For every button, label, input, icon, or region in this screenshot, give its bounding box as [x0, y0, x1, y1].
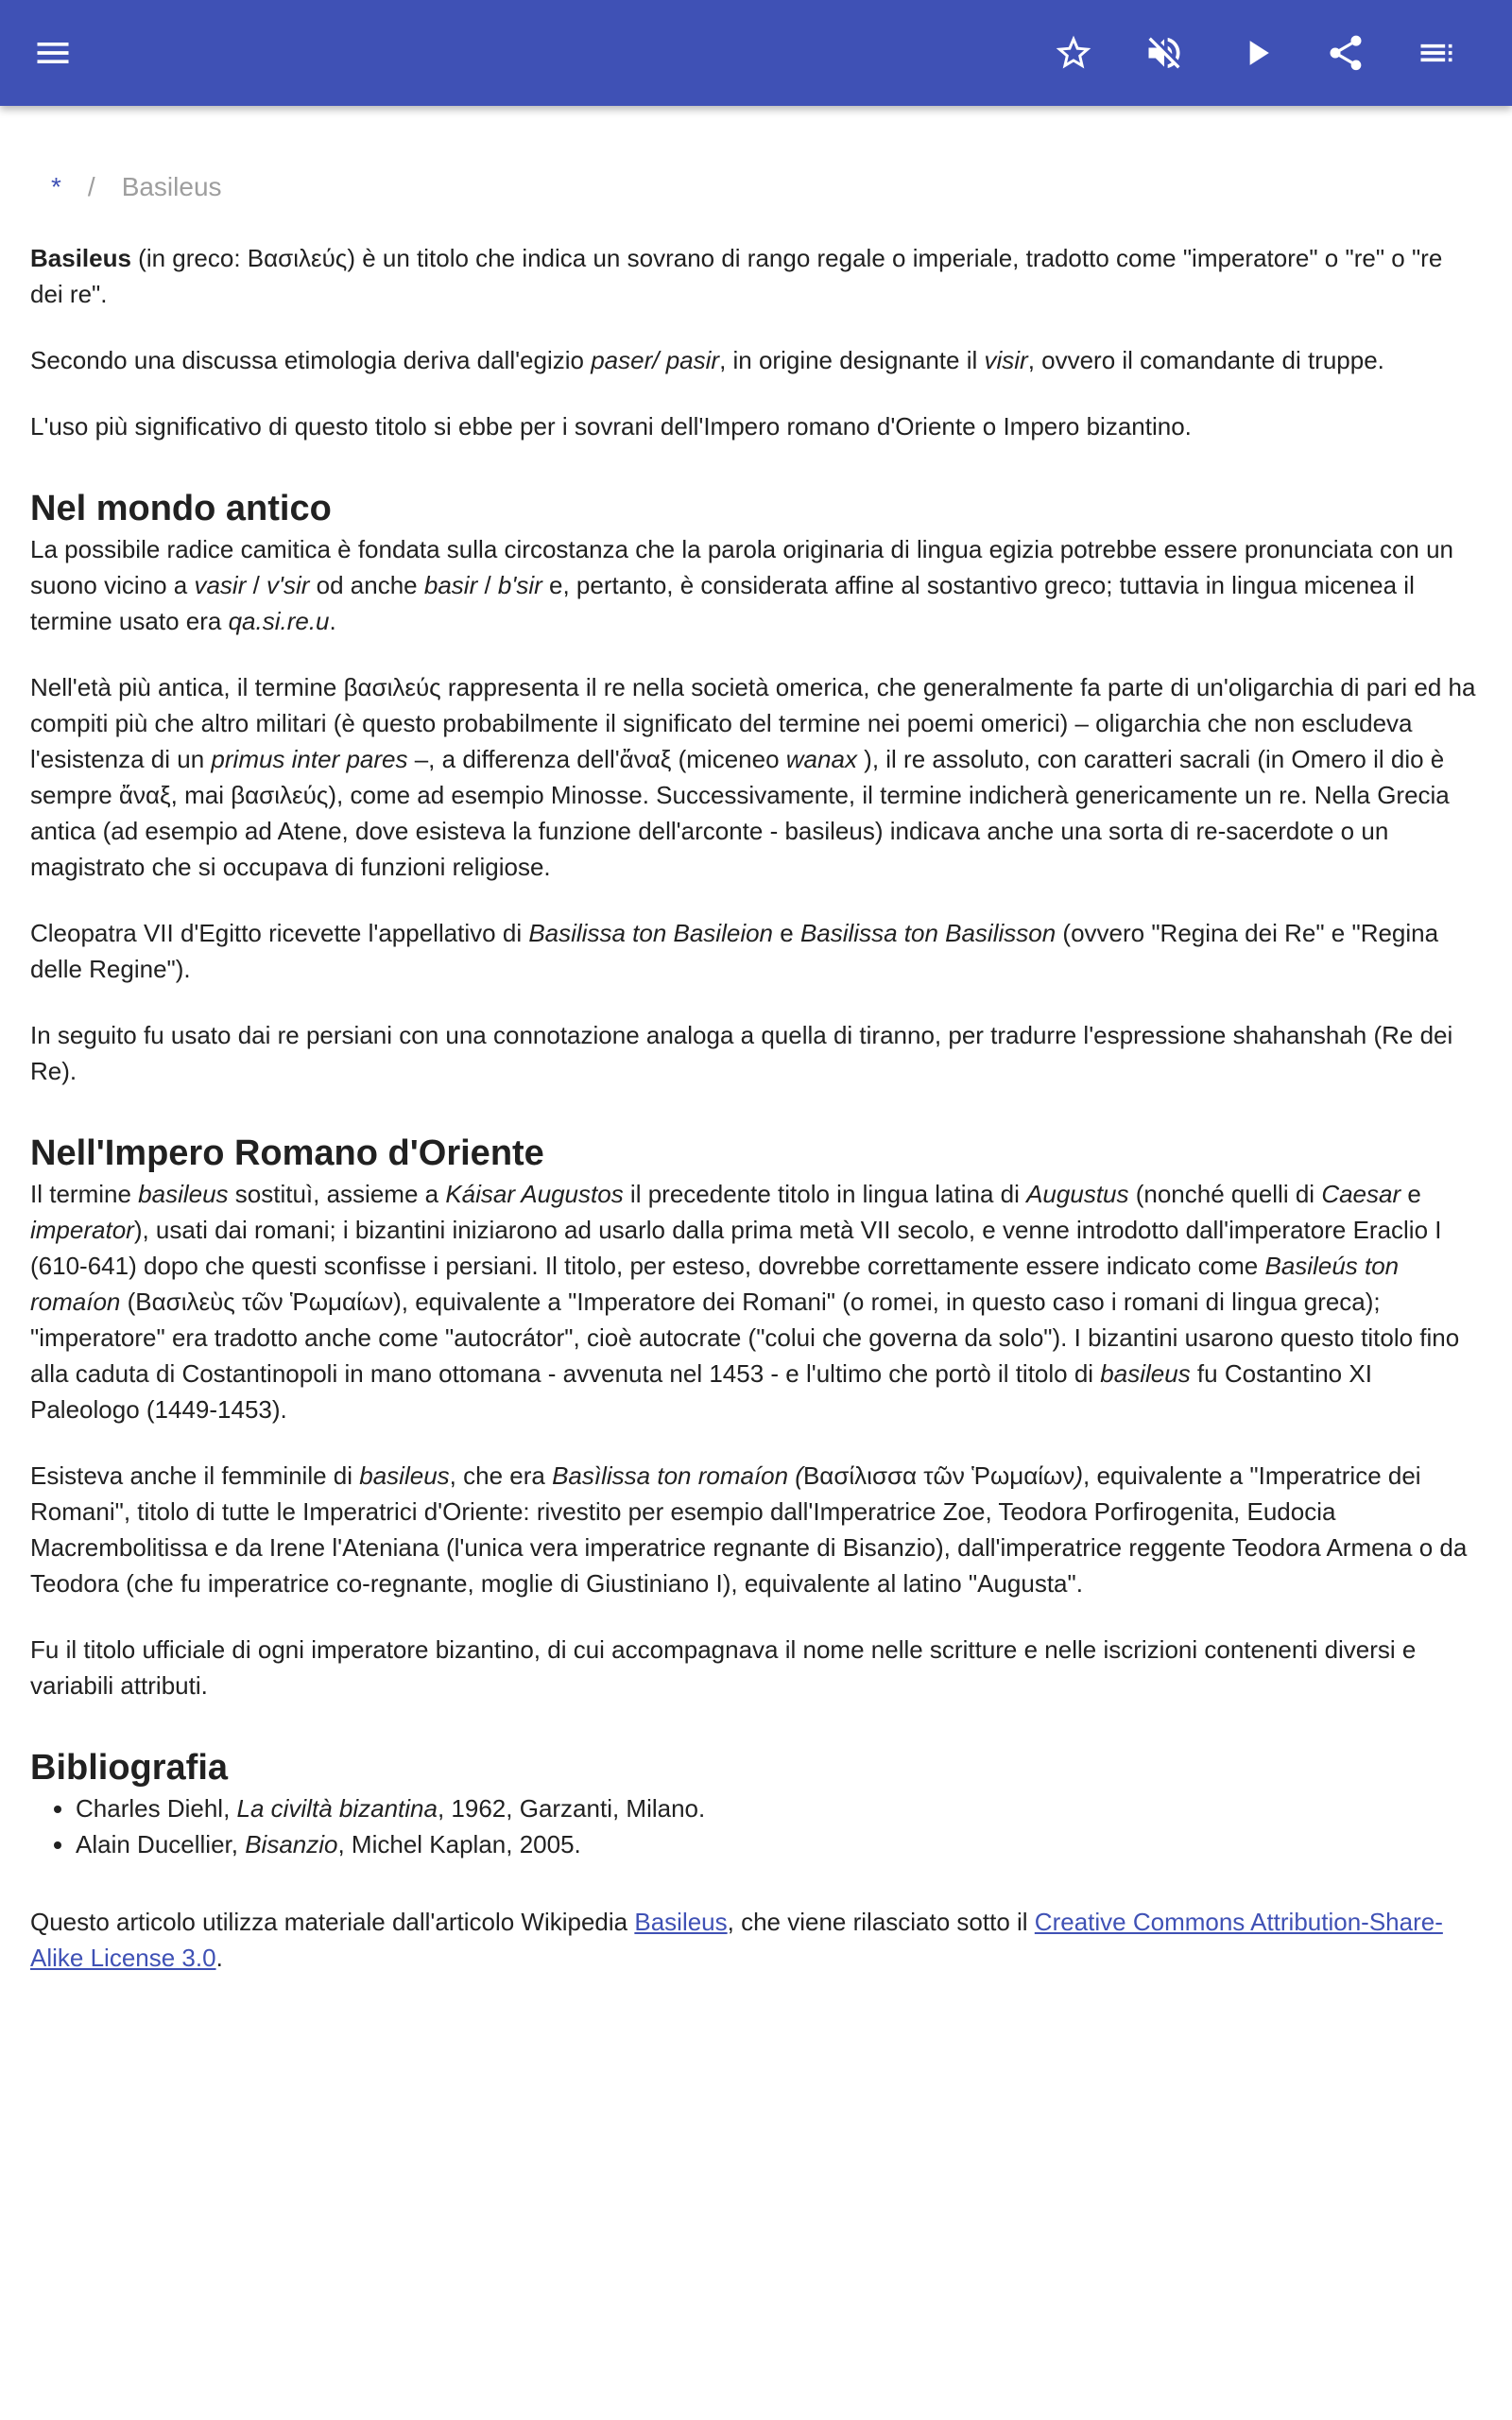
italic-term: Augustus	[1026, 1180, 1129, 1208]
article-term: Basileus	[30, 244, 131, 272]
italic-term: basileus	[359, 1461, 450, 1490]
italic-term: Caesar	[1321, 1180, 1401, 1208]
text: (nonché quelli di	[1128, 1180, 1322, 1208]
text: ), il re assoluto, con caratteri sacrali (in Omero il dio è sempre ἄναξ, mai βασιλεύς), come ad esempio Minosse. Successivamente, il termine indicherà genericamente un re. Nella Grecia antica (ad esempio ad Atene, dove esisteva la funzione dell'arconte - basileus) indicava anche una sorta di re-sacerdote o un magistrato che si occupava di funzioni religiose.	[30, 745, 1450, 881]
text: e	[773, 919, 800, 947]
text: , che viene rilasciato sotto il	[727, 1908, 1035, 1936]
share-button[interactable]	[1319, 26, 1372, 79]
text: , 1962, Garzanti, Milano.	[437, 1794, 706, 1823]
italic-term: Basileús ton romaíon	[30, 1252, 1400, 1316]
text: Βασίλισσα τῶν Ῥωμαίων	[802, 1461, 1075, 1490]
bookmark-button[interactable]	[1047, 26, 1100, 79]
breadcrumb	[30, 168, 1482, 206]
text: /	[246, 571, 267, 599]
text: (in greco: Βασιλεύς) è un titolo che indica un sovrano di rango regale o imperiale, tradotto come "imperatore" o "re" o "re dei re".	[30, 244, 1443, 308]
license-link[interactable]: Creative Commons Attribution-Share-Alike License 3.0	[30, 1908, 1443, 1972]
italic-term: basileus	[1100, 1359, 1191, 1388]
section-heading: Nell'Impero Romano d'Oriente	[30, 1133, 544, 1173]
paragraph	[30, 1176, 1482, 1427]
text: Esisteva anche il femminile di	[30, 1461, 360, 1490]
bibliography-item	[76, 1790, 1482, 1826]
paragraph: Fu il titolo ufficiale di ogni imperatore bizantino, di cui accompagnava il nome nelle scritture e nelle iscrizioni contenenti diversi e variabili attributi.	[30, 1635, 1417, 1700]
italic-term: imperator	[30, 1216, 134, 1244]
text: Alain Ducellier,	[76, 1830, 246, 1858]
italic-term: basir	[423, 571, 478, 599]
menu-button[interactable]	[26, 26, 79, 79]
bibliography-list	[30, 1790, 1482, 1862]
menu-icon	[32, 32, 74, 74]
text: (Βασιλεὺς τῶν Ῥωμαίων), equivalente a "Imperatore dei Romani" (o romei, in questo caso i romani di lingua greca); "imperatore" era tradotto anche come "autocrátor", cioè autocrate ("colui che governa da solo"). I bizantini usarono questo titolo fino alla caduta di Costantinopoli in mano ottomana - avvenuta nel 1453 - e l'ultimo che portò il titolo di	[30, 1288, 1460, 1388]
text: e, pertanto, è considerata affine al sostantivo greco; tuttavia in lingua micenea il termine usato era	[30, 571, 1415, 635]
text: od anche	[309, 571, 424, 599]
italic-term: Basilissa ton Basilisson	[799, 919, 1057, 947]
italic-term: Káisar Augustos	[445, 1180, 624, 1208]
breadcrumb-separator: /	[87, 172, 95, 201]
paragraph: In seguito fu usato dai re persiani con una connotazione analoga a quella di tiranno, per tradurre l'espressione shahanshah (Re dei Re).	[30, 1021, 1453, 1085]
text: .	[329, 607, 336, 635]
text: Secondo una discussa etimologia deriva dall'egizio	[30, 346, 592, 374]
italic-term: )	[1074, 1461, 1084, 1490]
article	[30, 106, 1482, 2006]
text: Il termine	[30, 1180, 139, 1208]
italic-term: v'sir	[266, 571, 310, 599]
breadcrumb-home-link[interactable]: *	[51, 172, 61, 201]
text: (ovvero "Regina dei Re" e "Regina delle Regine").	[30, 919, 1439, 983]
text: /	[477, 571, 498, 599]
text: Charles Diehl,	[76, 1794, 237, 1823]
italic-term: Basilissa ton Basileion	[528, 919, 774, 947]
italic-term: primus inter pares	[211, 745, 408, 773]
text: .	[215, 1944, 223, 1972]
italic-term: vasir	[194, 571, 247, 599]
text: , in origine designante il	[719, 346, 985, 374]
bibliography-item	[76, 1826, 1482, 1862]
wikipedia-article-link[interactable]: Basileus	[634, 1908, 728, 1936]
italic-term: b'sir	[497, 571, 542, 599]
text: , Michel Kaplan, 2005.	[337, 1830, 581, 1858]
usage-paragraph: L'uso più significativo di questo titolo si ebbe per i sovrani dell'Impero romano d'Oriente o Impero bizantino.	[30, 412, 1192, 441]
text: Nell'età più antica, il termine βασιλεύς rappresenta il re nella società omerica, che generalmente fa parte di un'oligarchia di pari ed ha compiti più che altro militari (è questo probabilmente il significato del termine nei poemi omerici) – oligarchia che non escludeva l'esistenza di un	[30, 673, 1476, 773]
paragraph	[30, 1458, 1482, 1601]
paragraph	[30, 915, 1482, 987]
book-title: Bisanzio	[245, 1830, 338, 1858]
share-icon	[1325, 32, 1366, 74]
play-button[interactable]	[1230, 26, 1283, 79]
breadcrumb-current: Basileus	[121, 172, 222, 201]
italic-term: basileus	[138, 1180, 229, 1208]
italic-term: qa.si.re.u	[228, 607, 330, 635]
etymology-paragraph	[30, 342, 1482, 378]
italic-term: Basìlissa ton romaíon (	[552, 1461, 803, 1490]
section-heading: Nel mondo antico	[30, 489, 332, 528]
text: , equivalente a "Imperatrice dei Romani", titolo di tutte le Imperatrici d'Oriente: rivestito per esempio dall'Imperatrice Zoe, Teodora Porfirogenita, Eudocia Macrembolitissa e da Irene l'Ateniana (l'unica vera imperatrice regnante di Bisanzio), dall'imperatrice reggente Teodora Armena o da Teodora (che fu imperatrice co-regnante, moglie di Giustiniano I), equivalente al latino "Augusta".	[30, 1461, 1468, 1598]
play-icon	[1236, 32, 1278, 74]
text: –, a differenza dell'ἄναξ (miceneo	[407, 745, 786, 773]
text: Cleopatra VII d'Egitto ricevette l'appellativo di	[30, 919, 529, 947]
playlist-icon	[1416, 32, 1457, 74]
table-of-contents-button[interactable]	[1410, 26, 1463, 79]
text: , che era	[449, 1461, 553, 1490]
section-heading: Bibliografia	[30, 1748, 229, 1788]
italic-term: visir	[984, 346, 1028, 374]
app-bar	[0, 0, 1512, 106]
paragraph	[30, 531, 1482, 639]
mute-button[interactable]	[1138, 26, 1191, 79]
text: ), usati dai romani; i bizantini iniziarono ad usarlo dalla prima metà VII secolo, e venne introdotto dall'imperatore Eraclio I (610-641) dopo che questi sconfisse i persiani. Il titolo, per esteso, dovrebbe correttamente essere indicato come	[30, 1216, 1442, 1280]
volume-off-icon	[1143, 32, 1185, 74]
text: sostituì, assieme a	[228, 1180, 446, 1208]
book-title: La civiltà bizantina	[236, 1794, 438, 1823]
text: Questo articolo utilizza materiale dall'articolo Wikipedia	[30, 1908, 635, 1936]
intro-paragraph	[30, 240, 1482, 312]
text: e	[1400, 1180, 1421, 1208]
text: il precedente titolo in lingua latina di	[623, 1180, 1027, 1208]
italic-term: paser/ pasir	[591, 346, 720, 374]
license-notice	[30, 1904, 1482, 1976]
text: fu Costantino XI Paleologo (1449-1453).	[30, 1359, 1372, 1424]
text: La possibile radice camitica è fondata sulla circostanza che la parola originaria di lingua egizia potrebbe essere pronunciata con un suono vicino a	[30, 535, 1454, 599]
paragraph	[30, 669, 1482, 885]
star-outline-icon	[1053, 32, 1094, 74]
italic-term: wanax	[785, 745, 857, 773]
text: , ovvero il comandante di truppe.	[1027, 346, 1384, 374]
